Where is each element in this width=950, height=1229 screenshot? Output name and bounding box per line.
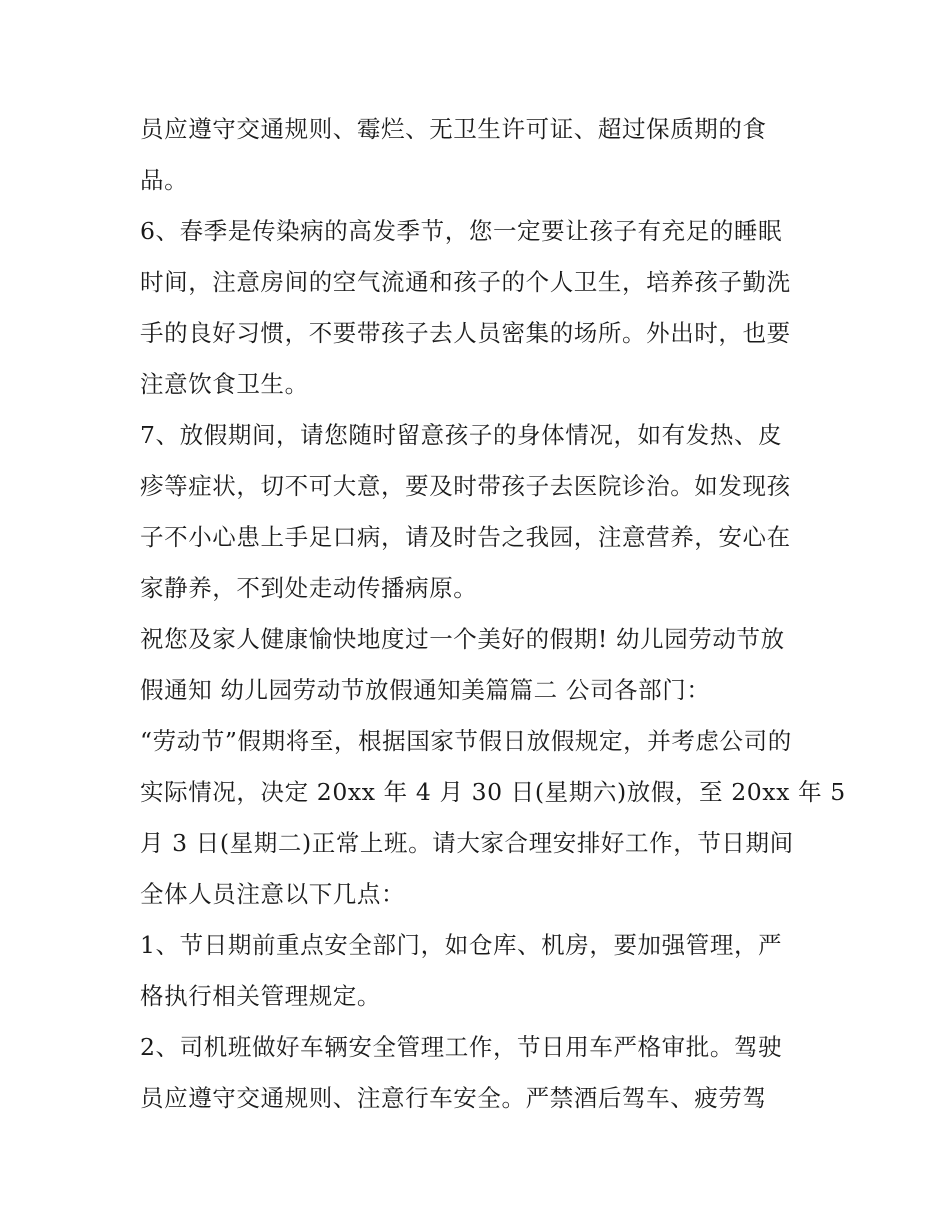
text-line: 家静养，不到处走动传播病原。 bbox=[140, 574, 478, 602]
text-line: 员应遵守交通规则、霉烂、无卫生许可证、超过保质期的食 bbox=[140, 115, 767, 143]
text-line: 假通知 幼儿园劳动节放假通知美篇篇二 公司各部门： bbox=[140, 676, 711, 704]
text-line: 品。 bbox=[140, 166, 189, 194]
text-line: 注意饮食卫生。 bbox=[140, 370, 309, 398]
text-line: 疹等症状，切不可大意，要及时带孩子去医院诊治。如发现孩 bbox=[140, 472, 791, 500]
text-line: 7、放假期间，请您随时留意孩子的身体情况，如有发热、皮 bbox=[140, 421, 783, 449]
text-line: 格执行相关管理规定。 bbox=[140, 982, 381, 1010]
text-line: 员应遵守交通规则、注意行车安全。严禁酒后驾车、疲劳驾 bbox=[140, 1084, 767, 1112]
text-line: 祝您及家人健康愉快地度过一个美好的假期! 幼儿园劳动节放 bbox=[140, 625, 785, 653]
text-line: 1、节日期前重点安全部门，如仓库、机房，要加强管理，严 bbox=[140, 931, 783, 959]
text-line: 月 3 日(星期二)正常上班。请大家合理安排好工作，节日期间 bbox=[140, 829, 794, 857]
text-line: 2、司机班做好车辆安全管理工作，节日用车严格审批。驾驶 bbox=[140, 1033, 783, 1061]
text-line: 时间，注意房间的空气流通和孩子的个人卫生，培养孩子勤洗 bbox=[140, 268, 791, 296]
text-line: 全体人员注意以下几点： bbox=[140, 880, 406, 908]
document-body bbox=[140, 104, 846, 1124]
text-line: 手的良好习惯，不要带孩子去人员密集的场所。外出时，也要 bbox=[140, 319, 791, 347]
text-line: 实际情况，决定 20xx 年 4 月 30 日(星期六)放假，至 20xx 年 5 bbox=[140, 778, 846, 806]
text-line: 6、春季是传染病的高发季节，您一定要让孩子有充足的睡眠 bbox=[140, 217, 783, 245]
text-line: 子不小心患上手足口病，请及时告之我园，注意营养，安心在 bbox=[140, 523, 791, 551]
text-line: “劳动节”假期将至，根据国家节假日放假规定，并考虑公司的 bbox=[140, 727, 792, 755]
